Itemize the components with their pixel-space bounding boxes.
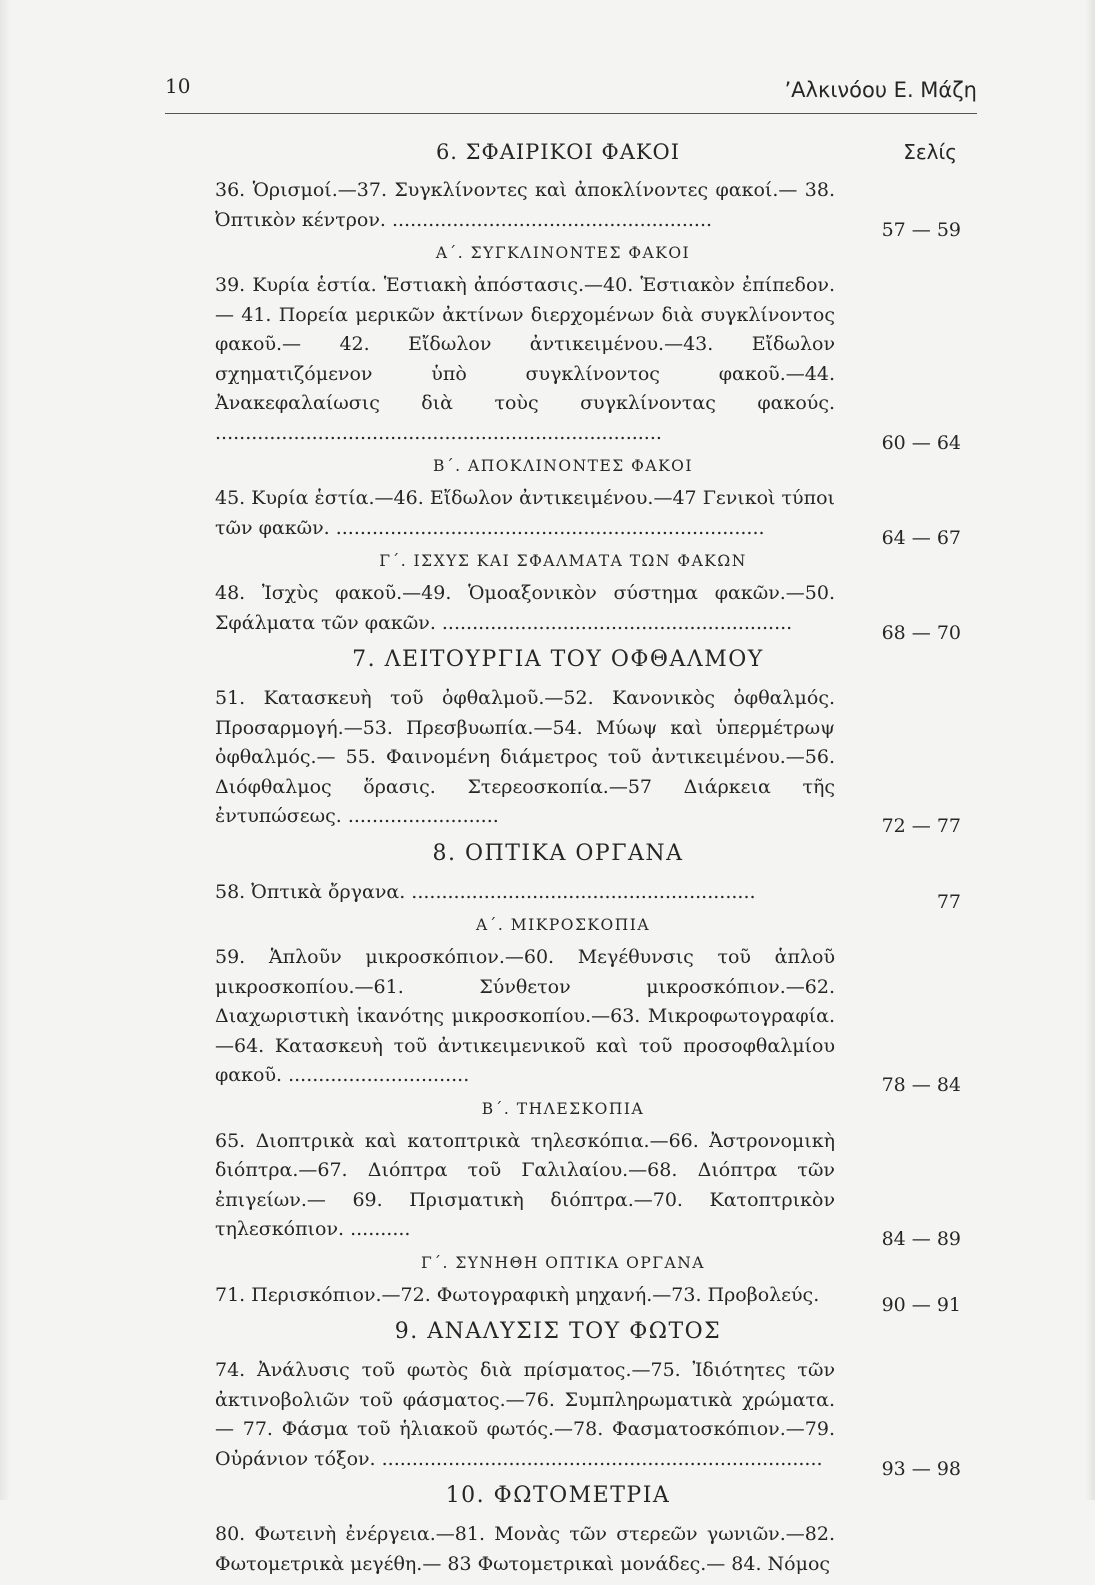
toc-entry-text: 36. Ὁρισμοί.—37. Συγκλίνοντες καὶ ἀποκλίνοντες φακοί.— 38. Ὀπτικὸν κέντρον. ..................................................... xyxy=(215,179,835,231)
toc-entry xyxy=(215,484,961,549)
toc-entry xyxy=(215,1356,961,1480)
toc-entry-text: 58. Ὀπτικὰ ὄργανα. ......................................................... xyxy=(215,880,756,903)
subsection-title: Β΄. ΑΠΟΚΛΙΝΟΝΤΕΣ ΦΑΚΟΙ xyxy=(433,457,693,475)
toc-entry-pages: 90 — 91 xyxy=(881,1293,961,1316)
header-rule xyxy=(165,113,977,114)
toc-entry xyxy=(215,943,961,1096)
page-number: 10 xyxy=(165,74,191,98)
toc-entry xyxy=(215,271,961,454)
table-of-contents xyxy=(215,136,961,1585)
running-head: ’Αλκινόου Ε. Μάζη xyxy=(784,78,977,102)
toc-entry-text: 74. Ἀνάλυσις τοῦ φωτὸς διὰ πρίσματος.—75. Ἰδιότητες τῶν ἀκτινοβολιῶν τοῦ φάσματος.—76. Συμπληρωματικὰ χρώματα.— 77. Φάσμα τοῦ ἡλιακοῦ φωτός.—78. Φασματοσκόπιον.—79. Οὐράνιον τόξον. ......................................................................... xyxy=(215,1359,835,1470)
toc-entry-text: 48. Ἰσχὺς φακοῦ.—49. Ὁμοαξονικὸν σύστημα φακῶν.—50. Σφάλματα τῶν φακῶν. .......................................................... xyxy=(215,582,835,634)
subsection-title: Γ΄. ΣΥΝΗΘΗ ΟΠΤΙΚΑ ΟΡΓΑΝΑ xyxy=(420,1253,705,1272)
section-title: 10. ΦΩΤΟΜΕΤΡΙΑ xyxy=(445,1483,671,1508)
section-title: 8. ΟΠΤΙΚΑ ΟΡΓΑΝΑ xyxy=(432,840,684,866)
toc-entry-text: 71. Περισκόπιον.—72. Φωτογραφικὴ μηχανή.—73. Προβολεύς. xyxy=(215,1283,820,1306)
toc-entry-pages: 78 — 84 xyxy=(881,1074,961,1096)
page-edge-right xyxy=(1085,0,1095,1500)
toc-entry-pages: 60 — 64 xyxy=(881,431,961,454)
subsection-title: Α΄. ΣΥΓΚΛΙΝΟΝΤΕΣ ΦΑΚΟΙ xyxy=(435,244,691,262)
page-edge-left xyxy=(0,0,10,1500)
toc-entry-pages: 84 — 89 xyxy=(881,1228,961,1250)
toc-entry-text: 45. Κυρία ἑστία.—46. Εἴδωλον ἀντικειμένου.—47 Γενικοὶ τύποι τῶν φακῶν. ....................................................................... xyxy=(215,487,835,539)
toc-entry-text: 59. Ἁπλοῦν μικροσκόπιον.—60. Μεγέθυνσις τοῦ ἁπλοῦ μικροσκοπίου.—61. Σύνθετον μικροσκόπιον.—62. Διαχωριστικὴ ἱκανότης μικροσκοπίου.—63. Μικροφωτογραφία.—64. Κατασκευὴ τοῦ ἀντικειμενικοῦ καὶ τοῦ προσοφθαλμίου φακοῦ. .............................. xyxy=(215,946,835,1086)
subsection-title: Α΄. ΜΙΚΡΟΣΚΟΠΙΑ xyxy=(475,916,651,934)
toc-entry-pages: 57 — 59 xyxy=(881,218,961,241)
subsection-title: Β΄. ΤΗΛΕΣΚΟΠΙΑ xyxy=(481,1099,645,1118)
toc-entry xyxy=(215,579,961,644)
section-title: 9. ΑΝΑΛΥΣΙΣ ΤΟΥ ΦΩΤΟΣ xyxy=(394,1319,722,1344)
section-title: 7. ΛΕΙΤΟΥΡΓΙΑ ΤΟΥ ΟΦΘΑΛΜΟΥ xyxy=(352,647,764,672)
toc-entry xyxy=(215,176,961,241)
toc-entry-text: 65. Διοπτρικὰ καὶ κατοπτρικὰ τηλεσκόπια.—66. Ἀστρονομικὴ διόπτρα.—67. Διόπτρα τοῦ Γαλιλαίου.—68. Διόπτρα τῶν ἐπιγείων.— 69. Πρισματικὴ διόπτρα.—70. Κατοπτρικὸν τηλεσκόπιον. .......... xyxy=(215,1129,835,1240)
toc-entry xyxy=(215,1520,961,1579)
toc-entry-pages: 93 — 98 xyxy=(881,1457,961,1480)
toc-entry xyxy=(215,878,961,913)
toc-entry-text: 39. Κυρία ἑστία. Ἑστιακὴ ἀπόστασις.—40. Ἑστιακὸν ἐπίπεδον.— 41. Πορεία μερικῶν ἀκτίνων διερχομένων διὰ συγκλίνοντος φακοῦ.— 42. Εἴδωλον ἀντικειμένου.—43. Εἴδωλον σχηματιζόμενον ὑπὸ συγκλίνοντος φακοῦ.—44. Ἀνακεφαλαίωσις διὰ τοὺς συγκλίνοντας φακούς. .......................................................................... xyxy=(215,274,835,444)
toc-entry-pages: 72 — 77 xyxy=(881,815,961,837)
subsection-title: Γ΄. ΙΣΧΥΣ ΚΑΙ ΣΦΑΛΜΑΤΑ ΤΩΝ ΦΑΚΩΝ xyxy=(379,552,747,570)
toc-entry xyxy=(215,1281,961,1316)
toc-entry-pages: 77 xyxy=(936,890,961,913)
page-header xyxy=(165,66,977,114)
toc-entry-pages: 64 — 67 xyxy=(881,526,961,549)
toc-entry-pages: 68 — 70 xyxy=(881,621,961,644)
toc-entry-text: 80. Φωτεινὴ ἐνέργεια.—81. Μονὰς τῶν στερεῶν γωνιῶν.—82. Φωτομετρικὰ μεγέθη.— 83 Φωτομετρικαὶ μονάδες.— 84. Νόμος xyxy=(215,1523,835,1575)
section-title: 6. ΣΦΑΙΡΙΚΟΙ ΦΑΚΟΙ xyxy=(435,140,681,164)
toc-entry-text: 51. Κατασκευὴ τοῦ ὀφθαλμοῦ.—52. Κανονικὸς ὀφθαλμός. Προσαρμογή.—53. Πρεσβυωπία.—54. Μύωψ καὶ ὑπερμέτρωψ ὀφθαλμός.— 55. Φαινομένη διάμετρος τοῦ ἀντικειμένου.—56. Διόφθαλμος ὅρασις. Στερεοσκοπία.—57 Διάρκεια τῆς ἐντυπώσεως. ......................... xyxy=(215,687,835,827)
toc-entry xyxy=(215,684,961,837)
pages-column-label: Σελίς xyxy=(903,140,957,164)
toc-entry xyxy=(215,1127,961,1250)
